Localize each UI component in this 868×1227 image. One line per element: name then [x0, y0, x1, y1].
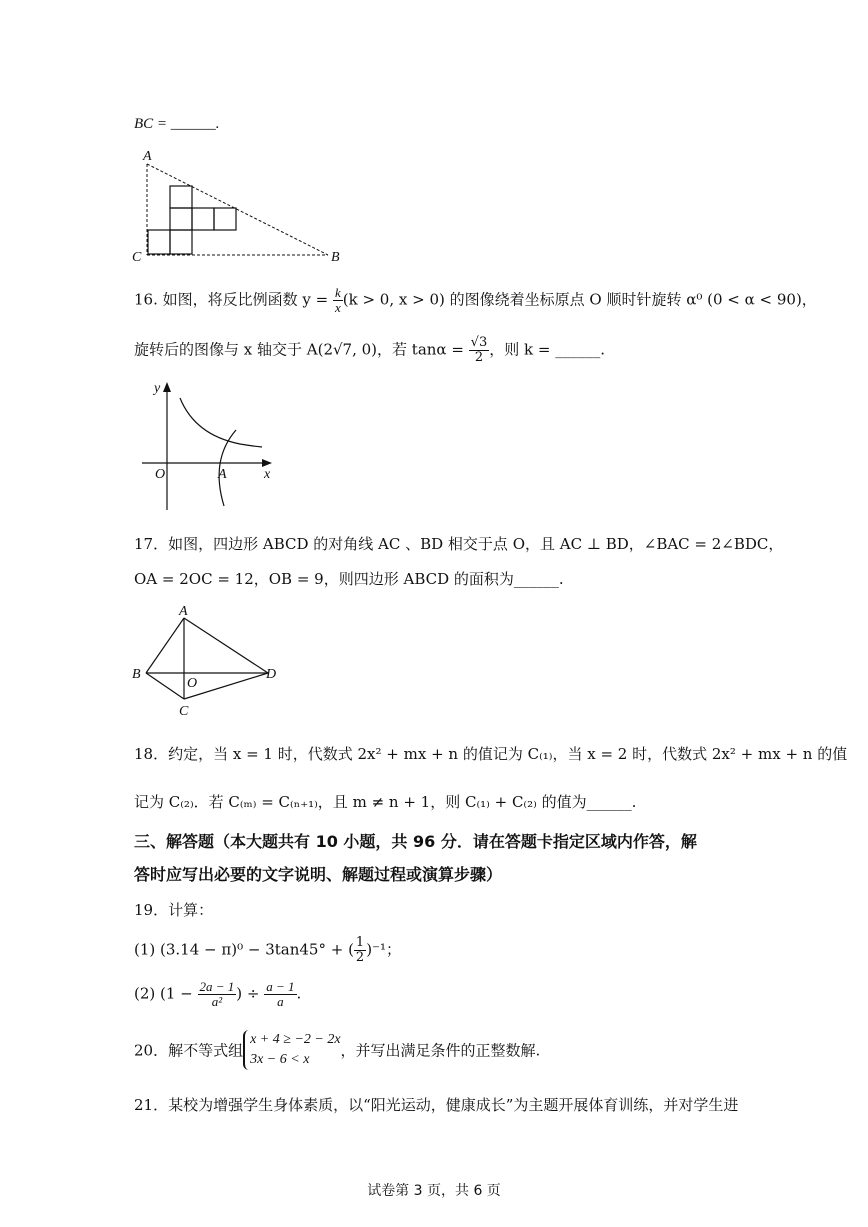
q20-inequality-system: x + 4 ≥ −2 − 2x 3x − 6 < x: [243, 1030, 340, 1070]
q15-side-ab: [147, 164, 328, 255]
page-footer: 试卷第 3 页，共 6 页: [367, 1183, 501, 1199]
q15-answer-line: BC = ______.: [134, 116, 220, 132]
q18-line1: 18．约定，当 x = 1 时，代数式 2x² + mx + n 的值记为 C₍₁₎，当 x = 2 时，代数式 2x² + mx + n 的值: [134, 745, 848, 763]
q17-side-ab: [146, 618, 184, 673]
q18-line2: 记为 C₍₂₎．若 C₍ₘ₎ = C₍ₙ₊₁₎，且 m ≠ n + 1，则 C₍₁₎ + C₍₂₎ 的值为______.: [134, 793, 637, 811]
section3-heading-line1: 三、解答题（本大题共有 10 小题，共 96 分．请在答题卡指定区域内作答，解: [134, 832, 697, 851]
q17-line1: 17．如图，四边形 ABCD 的对角线 AC 、BD 相交于点 O，且 AC ⊥ BD，∠BAC = 2∠BDC，: [134, 535, 784, 553]
q17-label-c: C: [179, 704, 189, 719]
q17-label-b: B: [132, 667, 141, 682]
q15-label-a: A: [143, 149, 152, 164]
q15-figure: [128, 148, 348, 266]
q15-grid: [148, 186, 236, 254]
q17-label-d: D: [266, 667, 277, 682]
q16-label-o: O: [155, 467, 166, 482]
q16-x-arrow: [262, 459, 272, 467]
q21-line1: 21．某校为增强学生身体素质，以“阳光运动，健康成长”为主题开展体育训练，并对学生进: [134, 1096, 739, 1114]
q16-figure: [140, 380, 290, 520]
q16-line2: 旋转后的图像与 x 轴交于 A(2√7, 0)，若 tanα = $\frac{√3}{2}$ ，则 k = ______.: [134, 335, 605, 365]
q16-hyperbola: [180, 398, 262, 447]
section3-heading-line2: 答时应写出必要的文字说明、解题过程或演算步骤）: [134, 865, 503, 884]
q15-label-b: B: [331, 250, 340, 265]
q17-side-ad: [184, 618, 268, 673]
q19-fraction-1: $\frac{2a - 1}{\text{a²}}$: [199, 979, 235, 1009]
q16-line1: 16. 如图，将反比例函数 y = $\frac{k}{x}$ (k > 0, x > 0) 的图像绕着坐标原点 O 顺时针旋转 α⁰ (0 < α < 90)，: [134, 285, 817, 315]
q17-figure: [126, 603, 286, 719]
q16-label-x: x: [264, 467, 271, 482]
q17-side-bc: [146, 673, 184, 699]
q16-label-y: y: [154, 381, 161, 396]
q16-y-arrow: [163, 382, 171, 392]
q20-line: 20．解不等式组 x + 4 ≥ −2 − 2x 3x − 6 < x ，并写出满足条件的正整数解.: [134, 1030, 540, 1070]
q16-fraction-tan: $\frac{√3}{2}$: [470, 335, 488, 365]
q19-title: 19．计算：: [134, 901, 214, 919]
q19-fraction-half: $\frac{1}{2}$: [355, 935, 365, 965]
q17-label-a: A: [179, 604, 188, 619]
q17-line2: OA = 2OC = 12，OB = 9，则四边形 ABCD 的面积为______.: [134, 570, 564, 588]
q16-label-a: A: [218, 467, 227, 482]
q19-fraction-2: $\frac{a - 1}{a}$: [266, 979, 295, 1009]
q17-label-o: O: [187, 676, 198, 691]
q19-part1: (1) (3.14 − π)⁰ − 3tan45° + ( $\frac{1}{2}$ )⁻¹；: [134, 935, 401, 965]
q19-part2: (2) (1 − $\frac{2a - 1}{\text{a²}}$ ) ÷ $\frac{a - 1}{a}$ .: [134, 979, 302, 1009]
q15-label-c: C: [132, 250, 142, 265]
q16-fraction-k-over-x: $\frac{k}{x}$: [334, 285, 341, 315]
